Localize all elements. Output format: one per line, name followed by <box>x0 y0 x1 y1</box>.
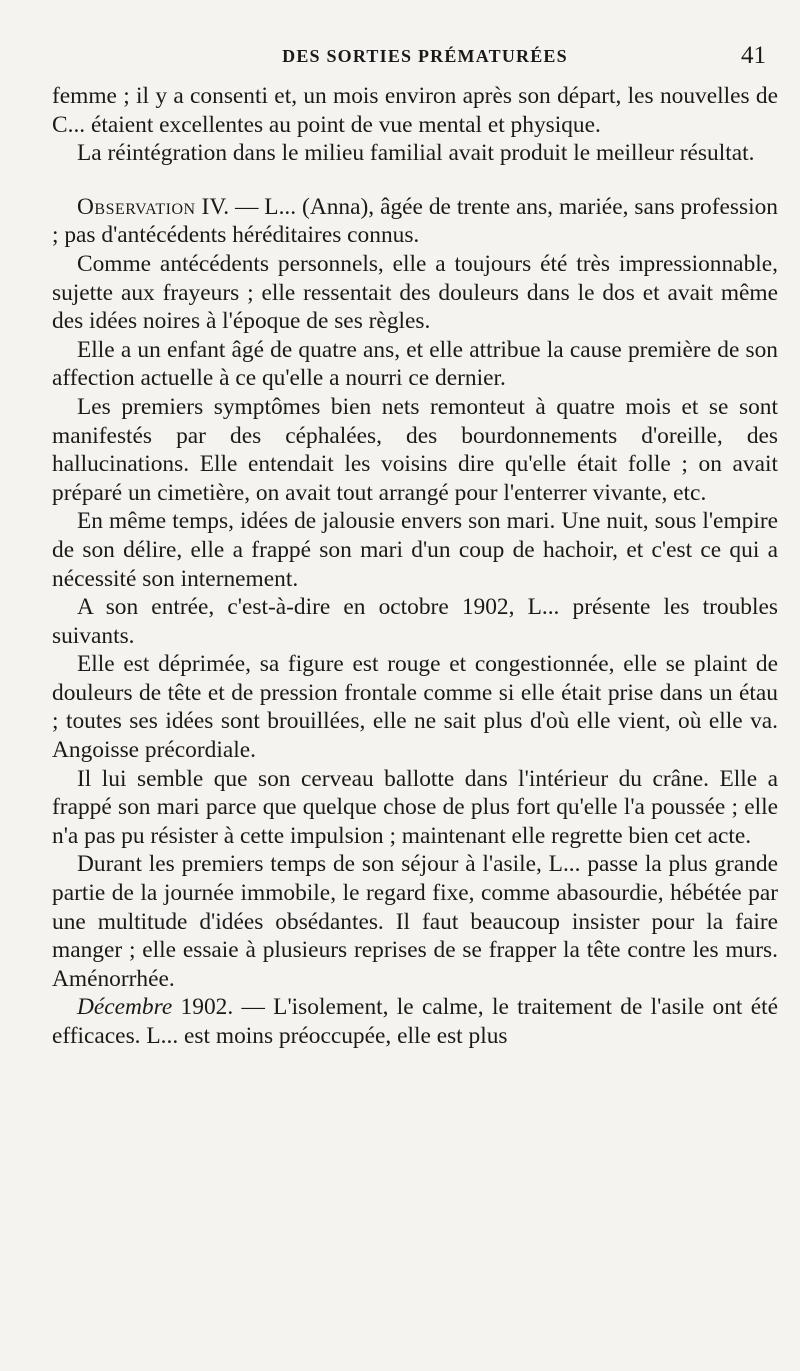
paragraph-continuation: femme ; il y a consenti et, un mois environ après son départ, les nouvelles de C... étaient excellentes au point de vue mental et physique. <box>52 83 778 138</box>
observation-text: IV. — L... (Anna), âgée de trente ans, mariée, sans profession ; pas d'antécédents héréditaires connus. <box>52 193 778 249</box>
paragraph: En même temps, idées de jalousie envers son mari. Une nuit, sous l'empire de son délire, elle a frappé son mari d'un coup de hachoir, et c'est ce qui a nécessité son internement. <box>52 508 778 592</box>
observation-label: Observation <box>77 193 196 220</box>
date-label: Décembre <box>77 994 173 1021</box>
dated-text: 1902. — L'isolement, le calme, le traitement de l'asile ont été efficaces. L... est moins préoccupée, elle est plus <box>52 994 778 1049</box>
page-number: 41 <box>741 42 766 69</box>
paragraph: Il lui semble que son cerveau ballotte dans l'intérieur du crâne. Elle a frappé son mari parce que quelque chose de plus fort qu'elle l'a poussée ; elle n'a pas pu résister à cette impulsion ; maintenant elle regrette bien cet acte. <box>52 765 778 849</box>
paragraph: La réintégration dans le milieu familial avait produit le meilleur résultat. <box>77 140 755 167</box>
paragraph: A son entrée, c'est-à-dire en octobre 1902, L... présente les troubles suivants. <box>52 594 778 649</box>
paragraph: Durant les premiers temps de son séjour à l'asile, L... passe la plus grande partie de la journée immobile, le regard fixe, comme abasourdie, hébétée par une multitude d'idées obsédantes. Il faut beaucoup insister pour la faire manger ; elle essaie à plusieurs reprises de se frapper la tête contre les murs. Aménorrhée. <box>52 851 778 992</box>
page-body <box>52 82 778 1051</box>
running-title: DES SORTIES PRÉMATURÉES <box>282 46 568 66</box>
page-header <box>52 42 778 76</box>
observation-heading-paragraph <box>52 193 778 250</box>
paragraph: Elle est déprimée, sa figure est rouge et congestionnée, elle se plaint de douleurs de tête et de pression frontale comme si elle était prise dans un étau ; toutes ses idées sont brouillées, elle ne sait plus d'où elle vient, où elle va. Angoisse précordiale. <box>52 651 778 764</box>
paragraph: Comme antécédents personnels, elle a toujours été très impressionnable, sujette aux frayeurs ; elle ressentait des douleurs dans le dos et avait même des idées noires à l'époque de ses règles. <box>52 250 778 335</box>
paragraph: Elle a un enfant âgé de quatre ans, et elle attribue la cause première de son affection actuelle à ce qu'elle a nourri ce dernier. <box>52 336 778 392</box>
dated-paragraph <box>52 993 778 1050</box>
paragraph: Les premiers symptômes bien nets remonteut à quatre mois et se sont manifestés par des céphalées, des bourdonnements d'oreille, des hallucinations. Elle entendait les voisins dire qu'elle était folle ; on avait préparé un cimetière, on avait tout arrangé pour l'enterrer vivante, etc. <box>52 393 778 506</box>
